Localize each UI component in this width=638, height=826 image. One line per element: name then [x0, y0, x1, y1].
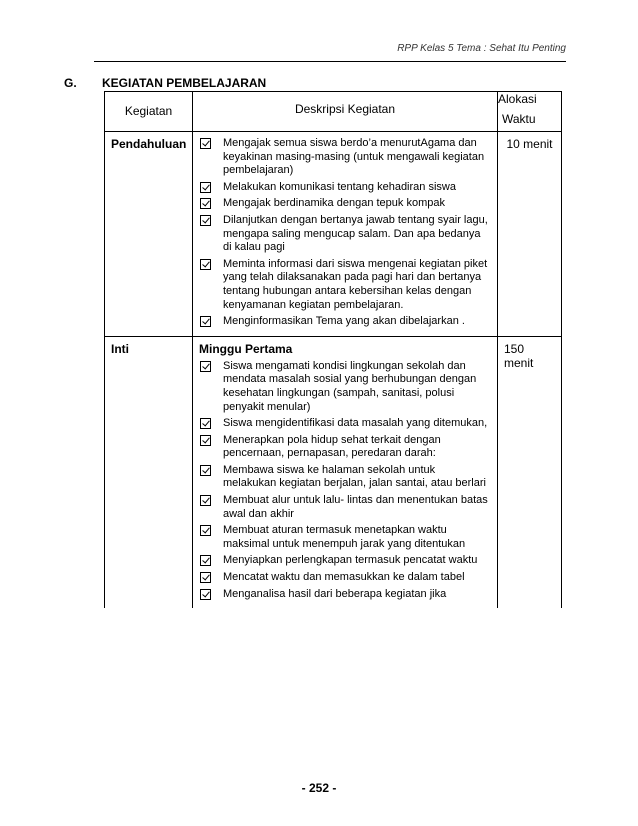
table-row-pendahuluan [104, 131, 562, 336]
list-item: Membuat aturan termasuk menetapkan waktu maksimal untuk menempuh jarak yang ditentukan [199, 524, 491, 551]
row-description [193, 337, 498, 609]
checkbox-checked-icon [200, 198, 211, 209]
list-item: Membawa siswa ke halaman sekolah untuk melakukan kegiatan berjalan, jalan santai, atau berlari [199, 464, 491, 491]
list-item: Menganalisa hasil dari beberapa kegiatan jika [199, 588, 491, 602]
header-kegiatan: Kegiatan [105, 92, 193, 131]
checkbox-checked-icon [200, 589, 211, 600]
checkbox-checked-icon [200, 465, 211, 476]
checkbox-checked-icon [200, 555, 211, 566]
header-deskripsi: Deskripsi Kegiatan [193, 92, 498, 131]
running-header: RPP Kelas 5 Tema : Sehat Itu Penting [397, 43, 566, 54]
header-rule [94, 61, 566, 62]
checkbox-checked-icon [200, 361, 211, 372]
table-header-row [104, 91, 562, 131]
checkbox-checked-icon [200, 182, 211, 193]
checkbox-checked-icon [200, 418, 211, 429]
row-description [193, 132, 498, 336]
list-item: Meminta informasi dari siswa mengenai kegiatan piket yang telah dilaksanakan pada pagi hari dan bertanya tentang hubungan antara kebersihan kelas dengan kenyamanan kegiatan pembelajaran. [199, 258, 491, 312]
checkbox-checked-icon [200, 138, 211, 149]
row-time-allocation: 150 menit [504, 341, 534, 370]
checkbox-checked-icon [200, 572, 211, 583]
row-category: Inti [111, 341, 129, 356]
subheading: Minggu Pertama [199, 341, 293, 356]
list-item: Siswa mengamati kondisi lingkungan sekolah dan mendata masalah sosial yang berhubungan dengan kesehatan lingkungan (sampah, sanitasi, polusi penyakit menular) [199, 360, 491, 414]
checkbox-checked-icon [200, 316, 211, 327]
checkbox-checked-icon [200, 435, 211, 446]
page-number: - 252 - [301, 781, 337, 795]
list-item: Melakukan komunikasi tentang kehadiran siswa [199, 181, 491, 195]
list-item: Mengajak berdinamika dengan tepuk kompak [199, 197, 491, 211]
list-item: Membuat alur untuk lalu- lintas dan menentukan batas awal dan akhir [199, 494, 491, 521]
list-item: Mencatat waktu dan memasukkan ke dalam tabel [199, 571, 491, 585]
list-item: Menerapkan pola hidup sehat terkait dengan pencernaan, pernapasan, peredaran darah: [199, 434, 491, 461]
section-title: KEGIATAN PEMBELAJARAN [102, 76, 267, 90]
list-item: Dilanjutkan dengan bertanya jawab tentang syair lagu, mengapa saling mengucap salam. Dan apa bedanya di kalau pagi [199, 214, 491, 255]
checkbox-checked-icon [200, 495, 211, 506]
header-alokasi [498, 92, 561, 131]
activity-table [104, 91, 562, 746]
list-item: Mengajak semua siswa berdo’a menurutAgama dan keyakinan masing-masing (untuk mengawali kegiatan pembelajaran) [199, 137, 491, 178]
checkbox-checked-icon [200, 259, 211, 270]
header-alokasi-line1: Alokasi [498, 92, 537, 106]
row-category: Pendahuluan [111, 137, 187, 151]
list-item: Siswa mengidentifikasi data masalah yang ditemukan, [199, 417, 491, 431]
section-number: G. [64, 76, 77, 90]
section-heading [64, 76, 266, 90]
row-time-allocation: 10 menit [506, 137, 553, 151]
checkbox-checked-icon [200, 525, 211, 536]
checkbox-checked-icon [200, 215, 211, 226]
header-alokasi-line2: Waktu [502, 112, 536, 126]
list-item: Menyiapkan perlengkapan termasuk pencatat waktu [199, 554, 491, 568]
list-item: Menginformasikan Tema yang akan dibelajarkan . [199, 315, 491, 329]
table-row-inti [104, 336, 562, 609]
